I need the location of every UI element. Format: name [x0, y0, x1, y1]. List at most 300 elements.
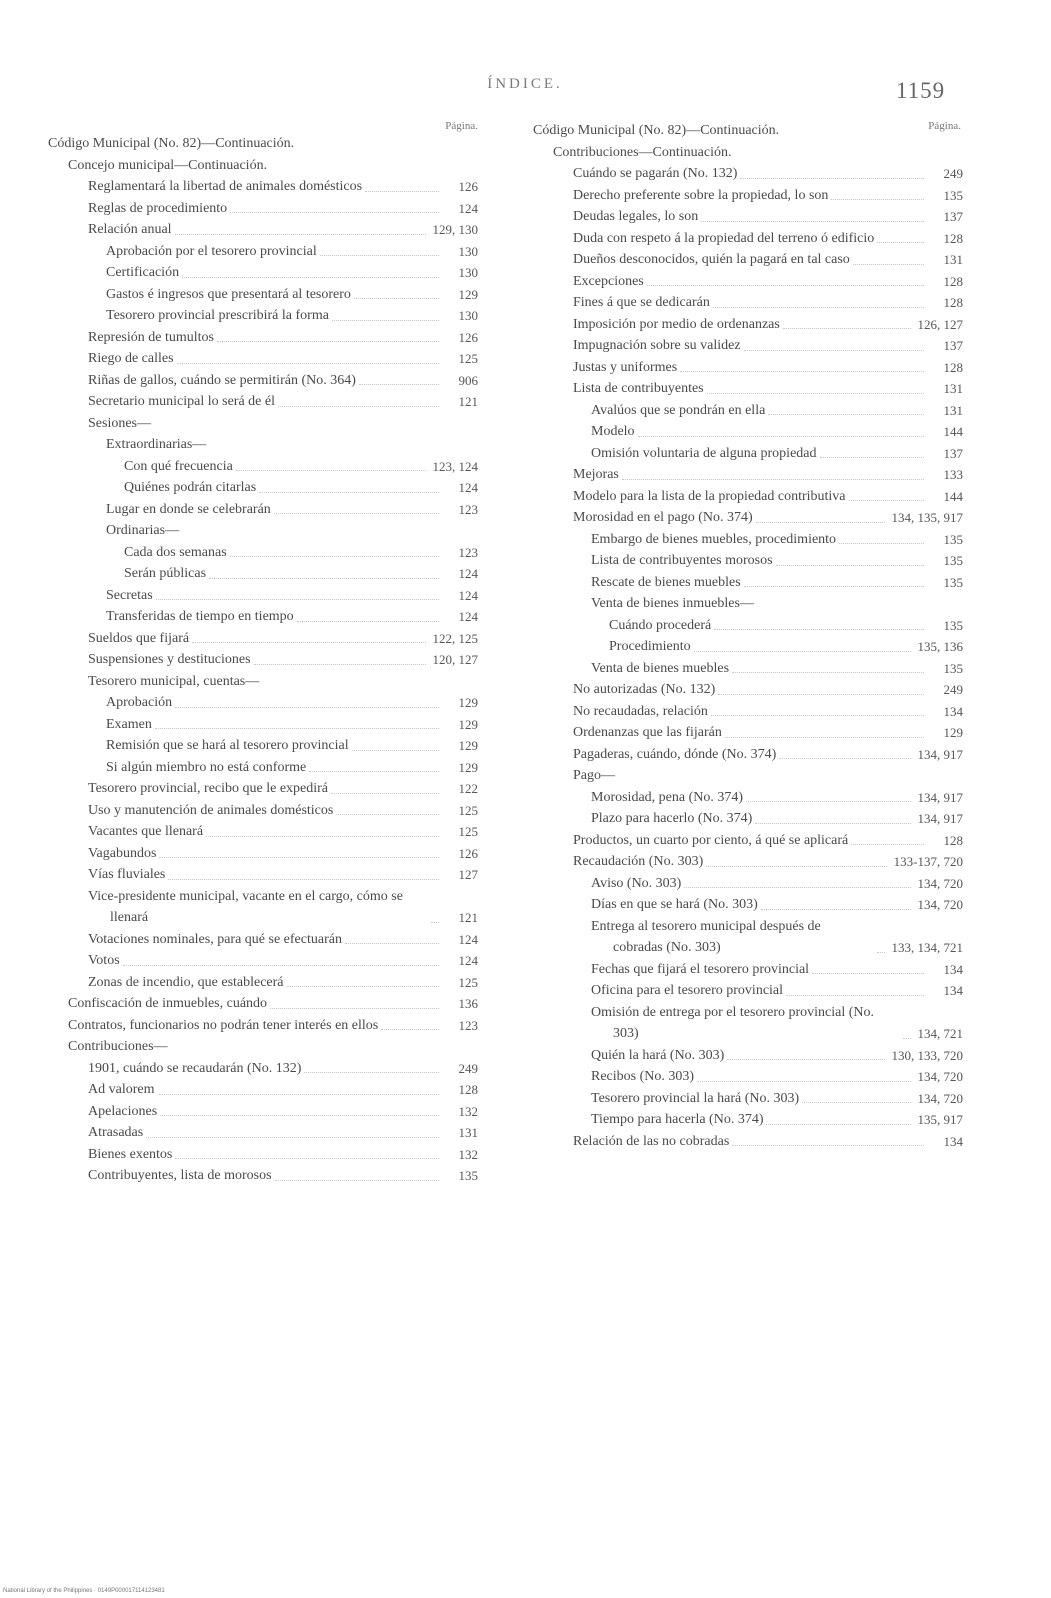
index-entry — [48, 1165, 478, 1187]
index-entry-page: 135, 136 — [917, 639, 963, 654]
dot-leader — [160, 1115, 439, 1116]
index-entry-text: Bienes exentos — [88, 1146, 173, 1162]
dot-leader — [727, 1059, 884, 1060]
dot-leader — [786, 995, 924, 996]
index-entry — [48, 692, 478, 714]
index-entry-text: Contribuyentes, lista de morosos — [88, 1168, 272, 1183]
index-entry — [48, 370, 478, 392]
dot-leader — [320, 255, 439, 256]
dot-leader — [206, 836, 439, 837]
index-entry-page: 121 — [458, 394, 478, 409]
index-entry — [533, 658, 963, 680]
index-entry-text: Cuándo procederá — [609, 617, 712, 633]
index-entry-text: Tesorero provincial, recibo que le expedirá — [88, 781, 329, 796]
index-entry-text: Imposición por medio de ordenanzas — [573, 316, 780, 332]
index-entry-text: Avalúos que se pondrán en ella — [591, 402, 766, 418]
index-entry-page: 134, 720 — [917, 875, 963, 891]
index-entry-text: Zonas de incendio, que establecerá — [88, 974, 284, 990]
index-entry — [533, 615, 963, 637]
index-entry-text: Venta de bienes muebles — [591, 660, 730, 676]
index-entry-page: 130 — [458, 308, 478, 323]
index-entry-page: 127 — [458, 867, 478, 882]
index-entry-text: Omisión de entrega por el tesorero provincial (No. 303) — [591, 1004, 875, 1041]
dot-leader — [638, 436, 924, 437]
index-entry — [533, 1109, 963, 1131]
index-entry-page: 125 — [458, 974, 478, 990]
dot-leader — [812, 973, 924, 974]
index-entry — [533, 765, 963, 787]
dot-leader — [744, 350, 924, 351]
index-entry — [533, 249, 963, 271]
index-entry — [48, 671, 478, 693]
dot-leader — [270, 1008, 439, 1009]
index-entry-text: Productos, un cuarto por ciento, á qué se aplicará — [573, 832, 849, 848]
dot-leader — [182, 277, 439, 278]
index-entry-page: 128 — [458, 1082, 478, 1097]
index-entry — [48, 327, 478, 349]
index-entry — [48, 843, 478, 865]
dot-leader — [740, 178, 924, 179]
index-entry — [48, 1058, 478, 1080]
index-entry-page: 128 — [943, 295, 963, 310]
index-entry — [48, 972, 478, 994]
pagina-column-label: Página. — [445, 120, 478, 132]
index-entry — [48, 520, 478, 542]
index-entry — [48, 886, 478, 929]
dot-leader — [155, 728, 439, 729]
index-entry — [48, 176, 478, 198]
index-entry — [48, 821, 478, 843]
index-entry — [533, 1002, 963, 1045]
index-entry-page: 135 — [943, 574, 963, 590]
dot-leader — [309, 771, 439, 772]
dot-leader — [175, 1158, 439, 1159]
index-entry-page: 130 — [458, 265, 478, 280]
dot-leader — [732, 1145, 924, 1146]
index-entry — [533, 507, 963, 529]
index-entry-text: Relación de las no cobradas — [573, 1133, 730, 1149]
dot-leader — [336, 814, 439, 815]
index-entry-page: 135 — [943, 553, 963, 568]
index-entry-text: Serán públicas — [124, 566, 207, 581]
index-entry — [48, 499, 478, 521]
dot-leader — [755, 823, 910, 824]
index-entry — [48, 864, 478, 886]
index-entry — [48, 391, 478, 413]
index-entry-page: 129 — [458, 286, 478, 302]
index-entry-text: Lista de contribuyentes morosos — [591, 553, 773, 568]
index-entry — [48, 284, 478, 306]
index-entry-page: 130, 133, 720 — [891, 1047, 963, 1063]
index-entry — [533, 1066, 963, 1088]
index-entry-page: 131 — [943, 402, 963, 418]
index-entry-page: 124 — [458, 609, 478, 624]
index-entry — [48, 628, 478, 650]
dot-leader — [761, 909, 911, 910]
dot-leader — [746, 801, 910, 802]
index-entry-text: Entrega al tesorero municipal después de cobradas (No. 303) — [591, 918, 821, 955]
page-title: ÍNDICE. — [487, 76, 563, 92]
index-entry-page: 137 — [943, 209, 963, 224]
dot-leader — [274, 513, 439, 514]
index-entry — [48, 241, 478, 263]
index-entry — [48, 778, 478, 800]
dot-leader — [156, 599, 439, 600]
index-entry — [48, 413, 478, 435]
index-entry-page: 128 — [943, 230, 963, 246]
index-entry-page: 126 — [458, 329, 478, 345]
index-entry — [533, 550, 963, 572]
right-index-column — [533, 120, 963, 1152]
index-entry — [48, 155, 478, 177]
index-entry-text: Votaciones nominales, para qué se efectuarán — [88, 931, 342, 947]
index-entry — [533, 185, 963, 207]
index-entry-text: Tesorero provincial la hará (No. 303) — [591, 1090, 800, 1106]
index-entry — [48, 714, 478, 736]
index-entry-page: 125 — [458, 351, 478, 366]
index-entry-page: 135 — [943, 660, 963, 676]
dot-leader — [744, 586, 924, 587]
index-entry-text: Código Municipal (No. 82)—Continuación. — [533, 123, 780, 138]
index-entry — [48, 219, 478, 241]
dot-leader — [706, 866, 886, 867]
index-entry-text: Quién la hará (No. 303) — [591, 1047, 725, 1063]
dot-leader — [877, 242, 924, 243]
index-entry-page: 123 — [458, 1017, 478, 1033]
index-entry-page: 144 — [943, 424, 963, 439]
dot-leader — [123, 965, 439, 966]
index-entry-text: Concejo municipal—Continuación. — [68, 157, 268, 173]
dot-leader — [332, 320, 439, 321]
dot-leader — [359, 384, 439, 385]
index-entry — [533, 292, 963, 314]
index-entry — [533, 808, 963, 830]
index-entry — [48, 1101, 478, 1123]
index-entry — [48, 1015, 478, 1037]
index-entry — [533, 228, 963, 250]
index-entry — [48, 1144, 478, 1166]
index-entry-page: 135 — [943, 187, 963, 203]
index-entry — [533, 378, 963, 400]
index-entry — [533, 787, 963, 809]
index-entry-text: Modelo para la lista de la propiedad contributiva — [573, 488, 846, 504]
dot-leader — [718, 694, 924, 695]
index-entry — [533, 1131, 963, 1153]
index-entry-text: Tesorero provincial prescribirá la forma — [106, 308, 329, 323]
index-entry-text: Remisión que se hará al tesorero provincial — [106, 738, 349, 753]
index-entry — [48, 305, 478, 327]
index-entry — [48, 757, 478, 779]
index-entry-text: No autorizadas (No. 132) — [573, 682, 716, 697]
index-entry-text: Modelo — [591, 424, 635, 439]
index-entry-text: Ordenanzas que las fijarán — [573, 725, 722, 740]
index-entry-text: Plazo para hacerlo (No. 374) — [591, 811, 753, 826]
dot-leader — [714, 629, 924, 630]
dot-leader — [230, 212, 439, 213]
index-entry-page: 144 — [943, 488, 963, 504]
index-entry-page: 128 — [943, 832, 963, 848]
index-entry — [48, 1122, 478, 1144]
dot-leader — [802, 1102, 910, 1103]
dot-leader — [217, 341, 439, 342]
dot-leader — [839, 543, 924, 544]
dot-leader — [159, 857, 439, 858]
index-entry — [533, 744, 963, 766]
index-entry-text: No recaudadas, relación — [573, 703, 708, 719]
dot-leader — [175, 234, 426, 235]
index-entry-page: 134 — [943, 961, 963, 977]
index-entry — [533, 980, 963, 1002]
index-entry-page: 135, 917 — [917, 1112, 963, 1127]
index-entry-page: 134, 917 — [917, 789, 963, 805]
index-entry — [533, 1045, 963, 1067]
index-entry-page: 134, 720 — [917, 1090, 963, 1106]
index-entry-text: Represión de tumultos — [88, 329, 214, 345]
index-entry — [533, 701, 963, 723]
dot-leader — [732, 672, 924, 673]
index-entry-text: Atrasadas — [88, 1125, 144, 1140]
index-entry-text: Derecho preferente sobre la propiedad, lo son — [573, 187, 829, 203]
index-entry-text: Contribuciones—Continuación. — [553, 144, 732, 160]
index-entry — [48, 1079, 478, 1101]
index-entry — [48, 133, 478, 155]
index-entry-text: 1901, cuándo se recaudarán (No. 132) — [88, 1060, 302, 1076]
index-entry-page: 131 — [943, 252, 963, 267]
index-entry-page: 124 — [458, 200, 478, 216]
index-entry-page: 134, 917 — [917, 811, 963, 826]
index-entry-text: Venta de bienes inmuebles— — [591, 596, 754, 611]
index-entry-text: Reglamentará la libertad de animales domésticos — [88, 179, 363, 194]
index-entry-text: Reglas de procedimiento — [88, 200, 228, 216]
index-entry-text: Confiscación de inmuebles, cuándo — [68, 996, 268, 1011]
dot-leader — [783, 328, 911, 329]
index-entry-page: 129, 130 — [432, 222, 478, 237]
index-entry-page: 906 — [458, 372, 478, 388]
index-entry — [48, 585, 478, 607]
dot-leader — [779, 758, 910, 759]
index-entry-page: 129 — [458, 759, 478, 775]
dot-leader — [287, 986, 439, 987]
dot-leader — [694, 651, 911, 652]
index-entry-text: Pagaderas, cuándo, dónde (No. 374) — [573, 746, 777, 762]
index-entry-page: 130 — [458, 243, 478, 259]
index-entry-page: 137 — [943, 445, 963, 461]
dot-leader — [159, 1094, 439, 1095]
index-entry — [533, 572, 963, 594]
index-entry-page: 125 — [458, 802, 478, 818]
index-entry-page: 126 — [458, 845, 478, 861]
dot-leader — [304, 1072, 439, 1073]
index-entry-text: Extraordinarias— — [106, 437, 207, 452]
index-entry-page: 128 — [943, 273, 963, 289]
index-entry-page: 129 — [458, 716, 478, 732]
dot-leader — [354, 298, 439, 299]
dot-leader — [236, 470, 426, 471]
index-entry-text: Deudas legales, lo son — [573, 209, 699, 224]
index-entry — [533, 271, 963, 293]
library-footer: National Library of the Philippines · 0149P000017114123481 — [3, 1588, 165, 1594]
index-entry-page: 124 — [458, 566, 478, 581]
index-entry — [533, 206, 963, 228]
dot-leader — [297, 621, 439, 622]
index-entry — [48, 649, 478, 671]
index-entry-text: Transferidas de tiempo en tiempo — [106, 609, 294, 624]
index-entry — [48, 434, 478, 456]
index-entry-page: 135 — [943, 531, 963, 547]
index-entry-page: 128 — [943, 359, 963, 375]
index-entry-text: Apelaciones — [88, 1103, 158, 1119]
index-entry-text: Contribuciones— — [68, 1039, 168, 1054]
dot-leader — [278, 406, 439, 407]
index-entry-text: Fines á que se dedicarán — [573, 295, 710, 310]
dot-leader — [168, 879, 439, 880]
index-entry-page: 134, 720 — [917, 897, 963, 912]
index-entry-text: Omisión voluntaria de alguna propiedad — [591, 445, 817, 461]
dot-leader — [851, 844, 924, 845]
dot-leader — [820, 457, 925, 458]
dot-leader — [725, 737, 924, 738]
index-entry-page: 123 — [458, 501, 478, 517]
index-entry-page: 120, 127 — [432, 652, 478, 667]
index-entry — [48, 563, 478, 585]
index-entry-page: 136 — [458, 996, 478, 1011]
index-entry-page: 134 — [943, 703, 963, 719]
index-entry-page: 134, 720 — [917, 1069, 963, 1084]
index-entry — [533, 464, 963, 486]
index-entry-text: Duda con respeto á la propiedad del terreno ó edificio — [573, 230, 875, 246]
index-entry-text: Días en que se hará (No. 303) — [591, 897, 758, 912]
index-entry-text: Ad valorem — [88, 1082, 155, 1097]
index-entry — [533, 486, 963, 508]
dot-leader — [831, 199, 924, 200]
index-entry-text: Aviso (No. 303) — [591, 875, 682, 891]
index-entry-page: 134, 917 — [917, 746, 963, 762]
index-entry-text: Relación anual — [88, 222, 172, 237]
index-entry — [533, 959, 963, 981]
index-entry — [48, 198, 478, 220]
index-entry-text: Secretario municipal lo será de él — [88, 394, 275, 409]
dot-leader — [146, 1137, 439, 1138]
index-entry-text: Vacantes que llenará — [88, 824, 204, 839]
index-entry-page: 134, 135, 917 — [891, 510, 963, 525]
index-entry-text: Vagabundos — [88, 845, 157, 861]
index-entry — [533, 400, 963, 422]
index-entry-text: Certificación — [106, 265, 180, 280]
index-entry — [533, 873, 963, 895]
index-entry-text: Cada dos semanas — [124, 544, 227, 560]
dot-leader — [776, 565, 924, 566]
index-entry-text: Contratos, funcionarios no podrán tener interés en ellos — [68, 1017, 379, 1033]
index-entry — [533, 636, 963, 658]
index-entry-page: 134, 721 — [917, 1026, 963, 1041]
index-entry-text: Cuándo se pagarán (No. 132) — [573, 166, 738, 181]
index-entry — [533, 830, 963, 852]
index-entry-text: Justas y uniformes — [573, 359, 678, 375]
dot-leader — [177, 363, 439, 364]
dot-leader — [903, 1038, 911, 1039]
index-entry-page: 126 — [458, 179, 478, 194]
index-entry — [48, 800, 478, 822]
index-entry-text: Sesiones— — [88, 415, 151, 431]
index-entry-page: 249 — [943, 682, 963, 697]
index-entry — [533, 357, 963, 379]
index-entry — [533, 593, 963, 615]
index-entry-text: Rescate de bienes muebles — [591, 574, 741, 590]
index-entry-page: 122, 125 — [432, 630, 478, 646]
dot-leader — [381, 1029, 439, 1030]
index-entry-page: 135 — [943, 617, 963, 633]
index-entry-page: 131 — [943, 381, 963, 396]
dot-leader — [713, 307, 924, 308]
index-entry — [533, 443, 963, 465]
index-entry-text: Vice-presidente municipal, vacante en el cargo, cómo se llenará — [88, 888, 403, 925]
index-entry-text: Lista de contribuyentes — [573, 381, 704, 396]
index-entry — [533, 851, 963, 873]
index-entry-text: Lugar en donde se celebrarán — [106, 501, 271, 517]
index-entry-text: Tiempo para hacerla (No. 374) — [591, 1112, 764, 1127]
index-entry-page: 129 — [458, 738, 478, 753]
index-entry-text: Quiénes podrán citarlas — [124, 480, 257, 495]
pagina-column-label: Página. — [928, 120, 961, 132]
dot-leader — [352, 750, 439, 751]
index-entry-text: Examen — [106, 716, 152, 732]
index-entry-text: Votos — [88, 953, 120, 968]
left-index-column — [48, 120, 478, 1187]
dot-leader — [680, 371, 924, 372]
index-entry-text: Recaudación (No. 303) — [573, 854, 704, 869]
dot-leader — [431, 922, 439, 923]
index-entry — [533, 722, 963, 744]
dot-leader — [849, 500, 924, 501]
index-entry-text: Ordinarias— — [106, 523, 180, 538]
index-entry — [533, 142, 963, 164]
index-entry-text: Excepciones — [573, 273, 644, 289]
index-entry — [533, 1088, 963, 1110]
dot-leader — [192, 642, 425, 643]
index-entry — [533, 421, 963, 443]
dot-leader — [697, 1081, 910, 1082]
index-entry-page: 124 — [458, 480, 478, 495]
index-entry-text: Suspensiones y destituciones — [88, 652, 251, 667]
dot-leader — [259, 492, 439, 493]
index-entry — [48, 735, 478, 757]
dot-leader — [622, 479, 924, 480]
index-entry — [48, 950, 478, 972]
index-entry — [48, 993, 478, 1015]
index-entry-page: 131 — [458, 1125, 478, 1140]
index-entry — [48, 542, 478, 564]
dot-leader — [768, 414, 924, 415]
index-entry-text: Con qué frecuencia — [124, 458, 233, 474]
index-entry-page: 129 — [458, 695, 478, 710]
dot-leader — [707, 393, 924, 394]
index-entry-text: Embargo de bienes muebles, procedimiento — [591, 531, 837, 547]
index-entry-page: 124 — [458, 953, 478, 968]
dot-leader — [766, 1124, 910, 1125]
dot-leader — [877, 952, 885, 953]
index-entry-text: Oficina para el tesorero provincial — [591, 983, 784, 998]
index-entry-text: Código Municipal (No. 82)—Continuación. — [48, 136, 295, 151]
index-entry-page: 121 — [458, 910, 478, 925]
index-entry — [533, 335, 963, 357]
index-entry-text: Uso y manutención de animales domésticos — [88, 802, 334, 818]
index-entry-page: 137 — [943, 338, 963, 353]
index-entry-page: 123 — [458, 544, 478, 560]
dot-leader — [711, 715, 924, 716]
index-entry-text: Aprobación por el tesorero provincial — [106, 243, 317, 259]
dot-leader — [275, 1180, 439, 1181]
index-entry-text: Procedimiento — [609, 639, 691, 654]
